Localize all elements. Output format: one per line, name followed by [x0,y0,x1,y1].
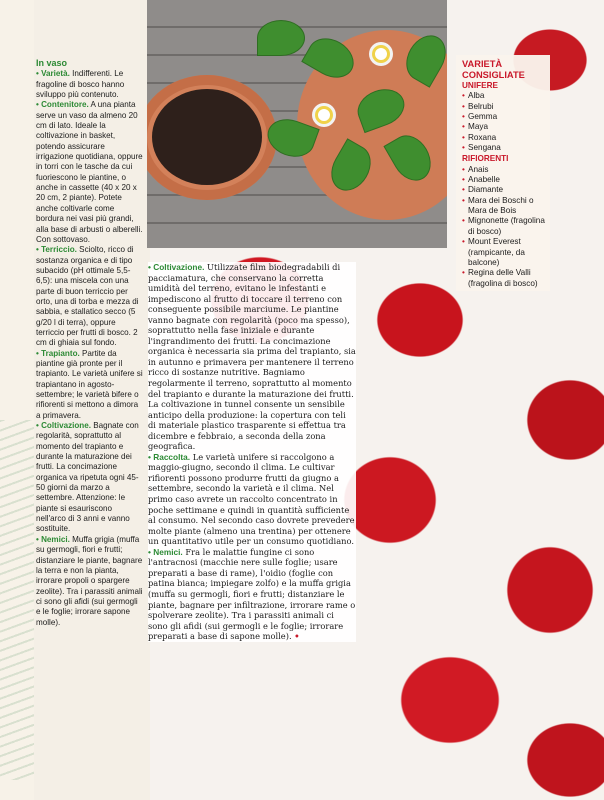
list-item: • Roxana [462,133,550,143]
list-item: • Anabelle [462,175,550,185]
fern-decoration [0,420,34,780]
main-text-column [148,262,356,642]
strawberry-flower [315,106,333,124]
varieties-title-line1: VARIETÀ [462,59,503,69]
list-item: • Regina delle Valli (fragolina di bosco) [462,268,550,289]
list-item: • Maya [462,122,550,132]
left-item-trapianto: • Trapianto. Partite da piantine già pronte per il trapianto. Le varietà unifere si trapiantano in agosto-settembre; le varietà bifere o rifiorenti si mettono a dimora a primavera. [36,348,143,420]
coltivazione-paragraph: • Coltivazione. Utilizzate film biodegradabili di pacciamatura, che conservano la corretta umidità del terreno, evitano le infestanti e impediscono al frutto di toccare il terreno con conseguente possibile marciume. Le piantine vanno bagnate con regolarità (poco ma spesso), soprattutto nella fase iniziale e durante l'ingrandimento dei frutti. La concimazione organica è necessaria sia prima del trapianto, sia in autunno e primavera per mantenere il terreno ricco di sostanze nutritive. Bagniamo regolarmente il terreno, soprattutto al momento del trapianto e durante la maturazione dei frutti. La coltivazione in tunnel consente un sensibile anticipo della produzione: la copertura con teli di materiale plastico trasparente si effettua tra dicembre e febbraio, a seconda della zona geografica. [148,262,356,452]
left-item-varieta: • Varietà. Indifferenti. Le fragoline di bosco hanno sviluppo più contenuto. [36,69,125,100]
left-item-coltivazione: • Coltivazione. Bagnate con regolarità, soprattutto al momento del trapianto e durante la maturazione dei frutti. La concimazione organica va ripetuta ogni 45-50 giorni da marzo a settembre. Attenzione: le piante si esauriscono nell'arco di 3 anni e vanno sostituite. [36,421,139,534]
varieties-title-line2: CONSIGLIATE [462,69,525,80]
list-item: • Mignonette (fragolina di bosco) [462,216,550,237]
potted-strawberries-photo [147,0,447,248]
list-item: • Gemma [462,112,550,122]
list-item: • Anais [462,165,550,175]
in-vaso-title: In vaso [36,58,68,68]
nemici-paragraph: • Nemici. Fra le malattie fungine ci sono l'antracnosi (macchie nere sulle foglie; usare preparati a base di rame), l'oidio (foglie con patina bianca; impiegare zolfo) e la muffa grigia (muffa su germogli, fiori e frutti; distanziare le piante, bagnare per infiltrazione, irrorare rame o spolverare zeolite). Tra i parassiti animali ci sono gli afidi (sui germogli e le foglie; irrorare preparati a base di sapone molle). • [148,546,356,642]
list-item: • Diamante [462,185,550,195]
left-item-contenitore: • Contenitore. A una pianta serve un vaso da almeno 20 cm di lato. Ideale la coltivazione in basket, potendo assicurare irrigazione quotidiana, oppure in torri con le tasche da cui fuoriescono le piantine, o anche in cassette (40 x 20 x 20 cm, 2 piante). Potete anche coltivarle come bordura nei vasi più grandi, alla base di arbusti o alberelli. Con sottovaso. [36,100,143,244]
strawberry-flower [372,45,390,63]
rifiorenti-heading: RIFIORENTI [462,154,509,164]
small-pot [147,75,277,200]
end-mark: • [294,631,300,642]
list-item: • Alba [462,91,550,101]
list-item: • Sengana [462,143,550,153]
list-item: • Mount Everest (rampicante, da balcone) [462,237,550,268]
unifere-list [462,91,550,153]
raccolta-paragraph: • Raccolta. Le varietà unifere si raccolgono a maggio-giugno, secondo il clima. Le cultivar rifiorenti possono produrre frutti da giugno a settembre, secondo la varietà e il clima. Nel primo caso avrete un raccolto concentrato in poche settimane e quindi in quantità sufficiente al consumo. Nel secondo caso dovrete prevedere molte piante (almeno una trentina) per ottenere un quantitativo utile per un consumo quotidiano. [148,451,355,547]
list-item: • Belrubi [462,102,550,112]
varieties-box [456,55,550,291]
left-item-nemici: • Nemici. Muffa grigia (muffa su germogli, fiori e frutti; distanziare le piante, bagnare la terra e non la pianta, irrorare propoli o spargere zeolite). Tra i parassiti animali ci sono gli afidi (sui germogli e le foglie; irrorare sapone molle). [36,534,143,627]
leaf [257,20,305,56]
unifere-heading: UNIFERE [462,81,498,90]
in-vaso-column [36,58,144,770]
rifiorenti-list [462,165,550,289]
list-item: • Mara dei Boschi o Mara de Bois [462,196,550,217]
left-item-terriccio: • Terriccio. Sciolto, ricco di sostanza organica e di tipo subacido (pH ottimale 5,5-6,5): una miscela con una parte di buon terriccio per orto, una di torba e mezza di sabbia, e stallatico secco (5 g/20 l di terra), oppure terriccio per frutti di bosco. 2 cm di ghiaia sul fondo. [36,245,139,348]
